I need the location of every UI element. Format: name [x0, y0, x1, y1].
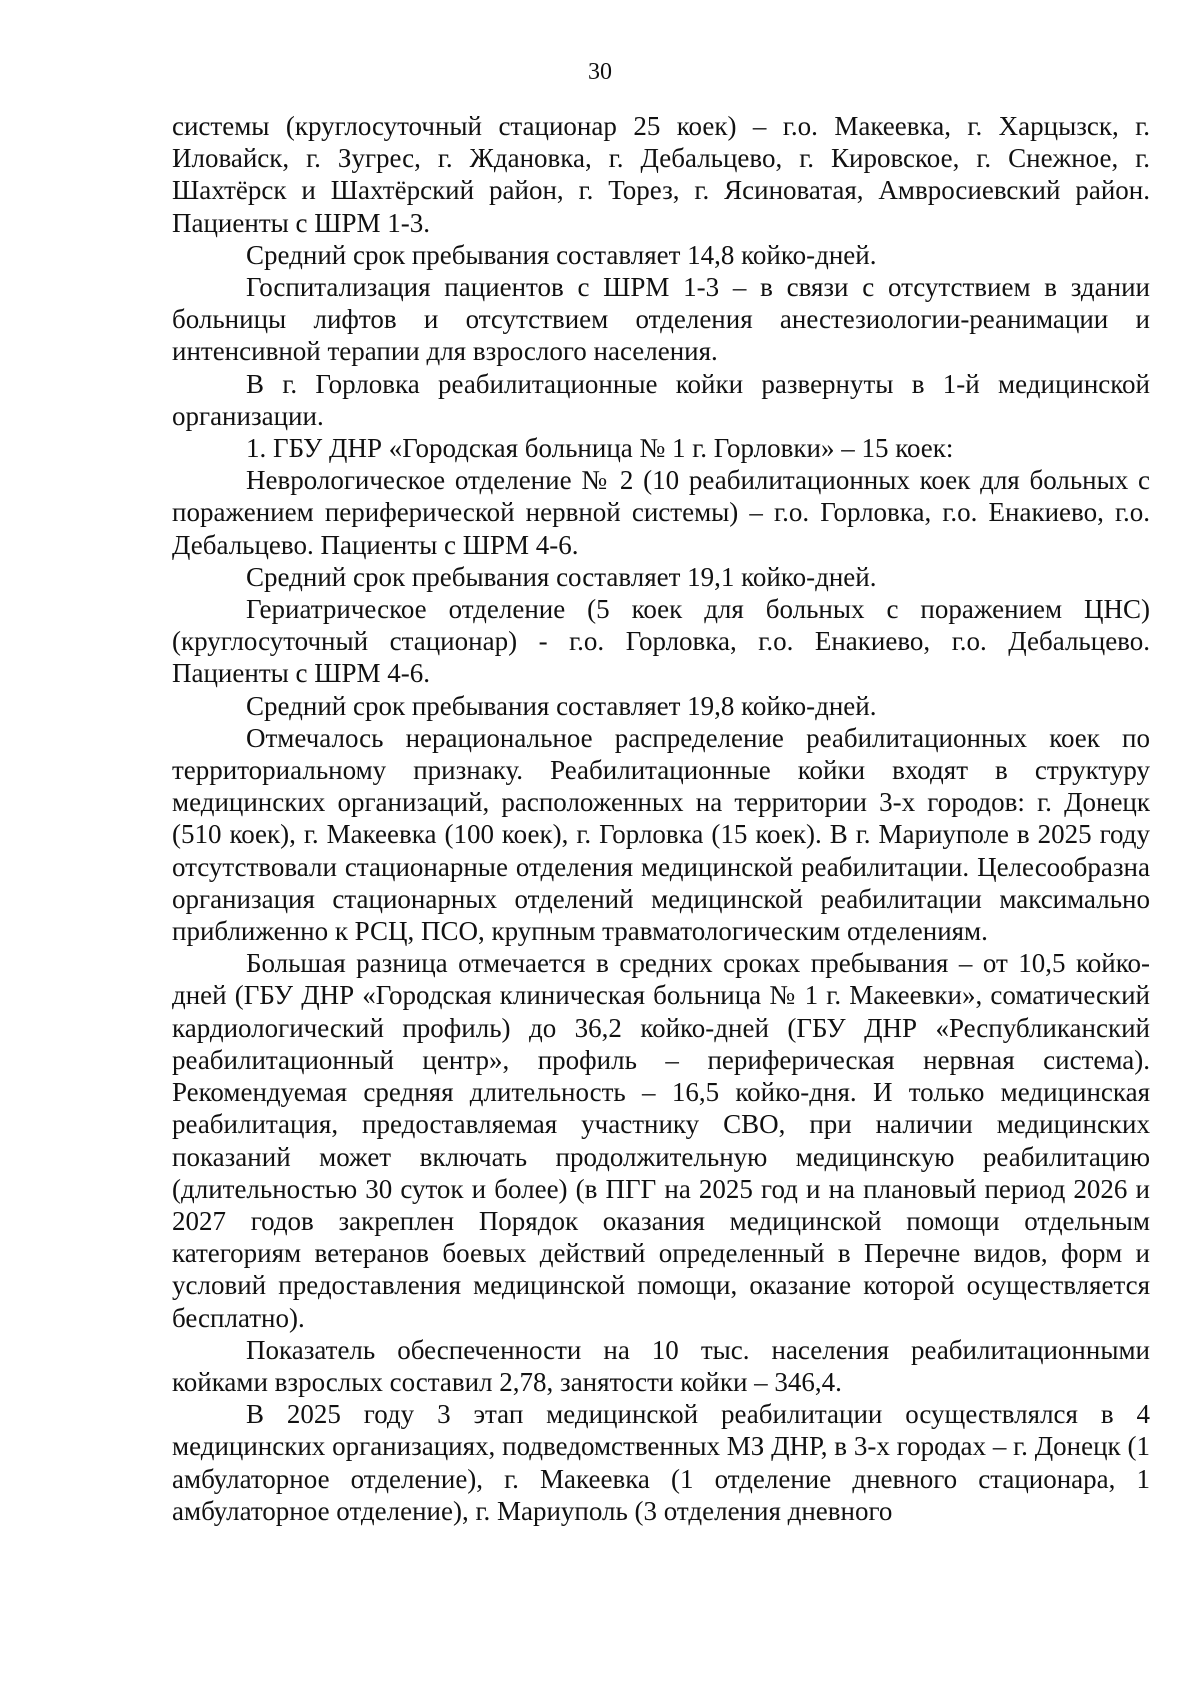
paragraph: Показатель обеспеченности на 10 тыс. населения реабилитационными койками взрослых составил 2,78, занятости койки – 346,4. — [172, 1334, 1150, 1397]
paragraph-continuation: системы (круглосуточный стационар 25 коек) – г.о. Макеевка, г. Харцызск, г. Иловайск, г. Зугрес, г. Ждановка, г. Дебальцево, г. Кировское, г. Снежное, г. Шахтёрск и Шахтёрский район, г. Торез, г. Ясиноватая, Амвросиевский район. Пациенты с ШРМ 1-3. — [172, 111, 1150, 238]
paragraph: Средний срок пребывания составляет 19,8 койко-дней. — [246, 690, 877, 721]
paragraph: Госпитализация пациентов с ШРМ 1-3 – в связи с отсутствием в здании больницы лифтов и отсутствием отделения анестезиологии-реанимации и интенсивной терапии для взрослого населения. — [172, 272, 1150, 367]
paragraph: Отмечалось нерациональное распределение реабилитационных коек по территориальному признаку. Реабилитационные койки входят в структуру медицинских организаций, расположенных на территории 3-х городов: г. Донецк (510 коек), г. Макеевка (100 коек), г. Горловка (15 коек). В г. Мариуполе в 2025 году отсутствовали стационарные отделения медицинской реабилитации. Целесообразна организация стационарных отделений медицинской реабилитации максимально приближенно к РСЦ, ПСО, крупным травматологическим отделениям. — [172, 722, 1150, 947]
document-body — [172, 110, 1150, 1527]
paragraph: Средний срок пребывания составляет 19,1 койко-дней. — [246, 561, 877, 592]
paragraph: Неврологическое отделение № 2 (10 реабилитационных коек для больных с поражением периферической нервной системы) – г.о. Горловка, г.о. Енакиево, г.о. Дебальцево. Пациенты с ШРМ 4-6. — [172, 465, 1150, 560]
paragraph: Большая разница отмечается в средних сроках пребывания – от 10,5 койко-дней (ГБУ ДНР «Городская клиническая больница № 1 г. Макеевки», соматический кардиологический профиль) до 36,2 койко-дней (ГБУ ДНР «Республиканский реабилитационный центр», профиль – периферическая нервная система). Рекомендуемая средняя длительность – 16,5 койко-дня. И только медицинская реабилитация, предоставляемая участнику СВО, при наличии медицинских показаний может включать продолжительную медицинскую реабилитацию (длительностью 30 суток и более) (в ПГГ на 2025 год и на плановый период 2026 и 2027 годов закреплен Порядок оказания медицинской помощи отдельным категориям ветеранов боевых действий определенный в Перечне видов, форм и условий предоставления медицинской помощи, оказание которой осуществляется бесплатно). — [172, 948, 1150, 1333]
paragraph: Средний срок пребывания составляет 14,8 койко-дней. — [246, 239, 877, 270]
paragraph: 1. ГБУ ДНР «Городская больница № 1 г. Горловки» – 15 коек: — [246, 433, 954, 464]
paragraph: В г. Горловка реабилитационные койки развернуты в 1-й медицинской организации. — [172, 368, 1150, 431]
paragraph: Гериатрическое отделение (5 коек для больных с поражением ЦНС) (круглосуточный стационар) - г.о. Горловка, г.о. Енакиево, г.о. Дебальцево. Пациенты с ШРМ 4-6. — [172, 594, 1150, 689]
page-number: 30 — [588, 59, 612, 85]
paragraph: В 2025 году 3 этап медицинской реабилитации осуществлялся в 4 медицинских организациях, подведомственных МЗ ДНР, в 3-х городах – г. Донецк (1 амбулаторное отделение), г. Макеевка (1 отделение дневного стационара, 1 амбулаторное отделение), г. Мариуполь (3 отделения дневного — [172, 1399, 1150, 1526]
